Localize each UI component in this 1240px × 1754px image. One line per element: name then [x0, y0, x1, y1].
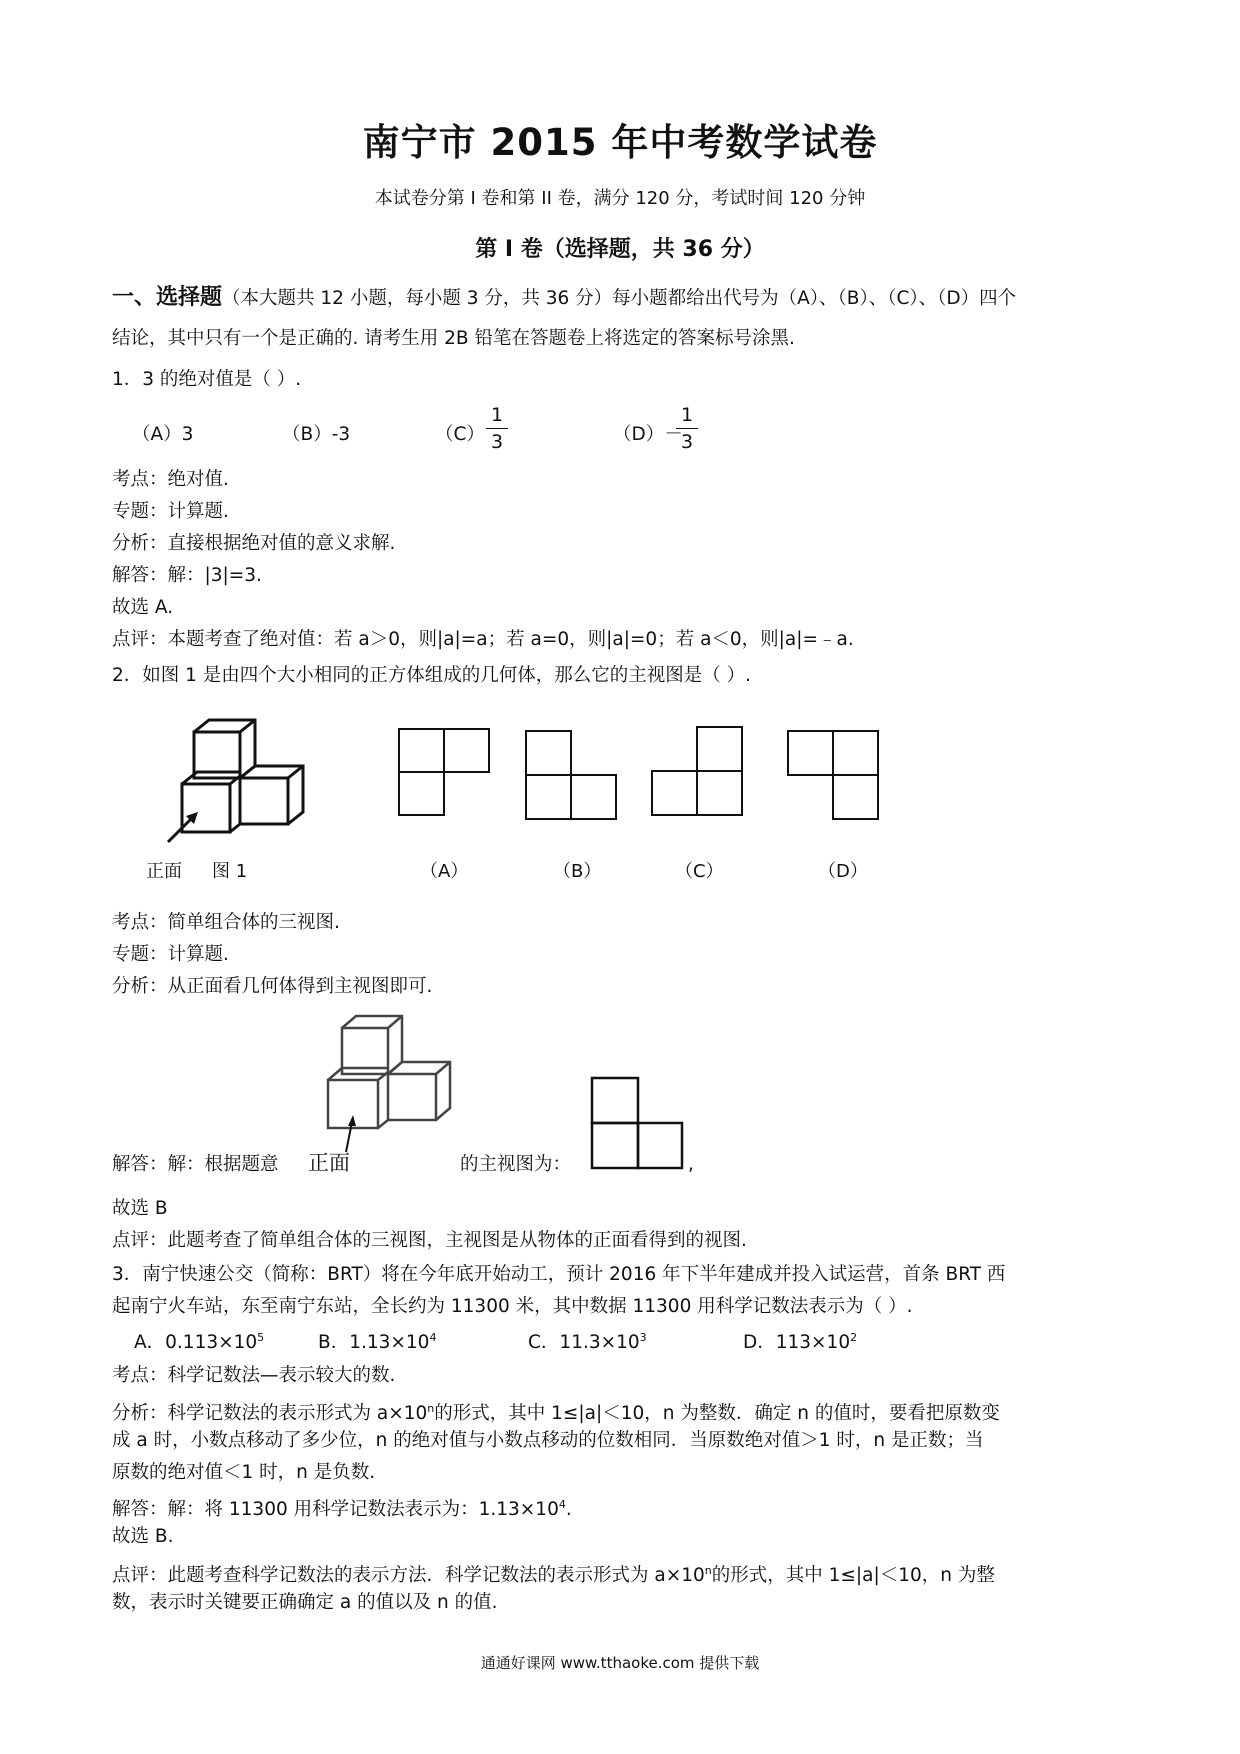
q2-option-c-label: （C）: [675, 861, 724, 882]
q1-option-c-fraction: [486, 404, 508, 453]
q3-fenxi-line-2: 成 a 时，小数点移动了多少位，n 的绝对值与小数点移动的位数相同．当原数绝对值＞1 时，n 是正数；当: [112, 1430, 984, 1451]
q1-fenxi: 分析：直接根据绝对值的意义求解.: [112, 533, 396, 554]
q3-fenxi-text-a: 分析：科学记数法的表示形式为 a×10: [112, 1403, 428, 1425]
q3-option-b-text: B．1.13×10: [318, 1332, 430, 1353]
q2-jieda-text: 的主视图为：: [460, 1154, 572, 1175]
page-title: 南宁市 2015 年中考数学试卷: [362, 121, 878, 164]
q1-kaodian: 考点：绝对值.: [112, 469, 229, 490]
q3-fenxi-exponent: n: [427, 1402, 435, 1415]
q2-option-a-label: （A）: [420, 861, 469, 882]
q2-option-d-label: （D）: [818, 861, 868, 882]
q3-option-d: [743, 1328, 857, 1354]
q2-jieda-prefix: 解答：解：根据题意: [112, 1154, 279, 1175]
q2-guxuan: 故选 B: [112, 1198, 168, 1219]
q3-fenxi-line-1: [112, 1396, 1000, 1427]
fraction-numerator: 1: [490, 404, 504, 426]
q3-dianping-line-1: [112, 1558, 995, 1589]
q3-option-d-text: D．113×10: [743, 1332, 851, 1353]
q1-dianping: 点评：本题考查了绝对值：若 a＞0，则|a|=a；若 a=0，则|a|=0；若 a＜0，则|a|=﹣a.: [112, 629, 854, 650]
exam-subtitle: 本试卷分第 I 卷和第 II 卷，满分 120 分，考试时间 120 分钟: [374, 188, 866, 209]
q3-option-b: [318, 1328, 436, 1354]
q1-option-a: （A）3: [132, 424, 194, 445]
q1-guxuan: 故选 A.: [112, 597, 174, 618]
q3-jieda-text: 解答：解：将 11300 用科学记数法表示为：1.13×10: [112, 1499, 559, 1521]
q3-option-c-exponent: 3: [639, 1330, 647, 1344]
q2-front-label: 正面: [146, 861, 182, 882]
fraction-denominator: 3: [490, 431, 504, 453]
fraction-numerator: 1: [680, 404, 694, 426]
q2-option-a-figure: [398, 728, 490, 818]
q2-jieda-end: ,: [688, 1154, 694, 1175]
q3-fenxi-line-3: 原数的绝对值＜1 时，n 是负数.: [112, 1462, 376, 1483]
q3-stem-line-1: 3．南宁快速公交（简称：BRT）将在今年底开始动工，预计 2016 年下半年建成并投入试运营，首条 BRT 西: [112, 1264, 1006, 1285]
section-intro-line-2: 结论，其中只有一个是正确的. 请考生用 2B 铅笔在答题卷上将选定的答案标号涂黑.: [112, 328, 795, 349]
q3-jieda-end: .: [565, 1499, 572, 1521]
q3-option-a-text: A．0.113×10: [134, 1332, 258, 1353]
q2-option-b-figure: [525, 730, 617, 822]
q2-answer-main-view: [590, 1076, 684, 1170]
q1-option-c: （C）: [435, 424, 485, 445]
q2-answer-figure-cubes: [320, 1012, 470, 1162]
q2-option-c-figure: [651, 726, 743, 818]
q2-dianping: 点评：此题考查了简单组合体的三视图，主视图是从物体的正面看得到的视图.: [112, 1230, 747, 1251]
q1-option-b: （B）-3: [282, 424, 351, 445]
q3-dianping-text-a: 点评：此题考查科学记数法的表示方法．科学记数法的表示形式为 a×10: [112, 1565, 705, 1587]
q2-kaodian: 考点：简单组合体的三视图.: [112, 912, 340, 933]
q2-figure-cubes: [140, 712, 310, 852]
q3-kaodian: 考点：科学记数法—表示较大的数.: [112, 1365, 396, 1386]
q3-option-b-exponent: 4: [429, 1330, 437, 1344]
q3-jieda-exponent: 4: [558, 1498, 566, 1511]
section-intro-line-1: [112, 285, 1016, 312]
fraction-denominator: 3: [680, 431, 694, 453]
q2-option-d-figure: [787, 730, 879, 822]
section-intro-text: （本大题共 12 小题，每小题 3 分，共 36 分）每小题都给出代号为（A）、（B）、（C）、（D）四个: [222, 288, 1017, 309]
q3-option-d-exponent: 2: [850, 1330, 858, 1344]
q3-dianping-exponent: n: [704, 1564, 712, 1577]
q2-jieda-front-label: 正面: [308, 1151, 350, 1175]
q3-jieda: [112, 1492, 572, 1523]
page-footer: 通通好课网 www.tthaoke.com 提供下载: [480, 1654, 760, 1672]
q3-option-a: [134, 1328, 264, 1354]
section-label: 一、选择题: [112, 285, 223, 310]
q3-fenxi-text-b: 的形式，其中 1≤|a|＜10，n 为整数．确定 n 的值时，要看把原数变: [434, 1403, 1000, 1425]
q1-option-d-fraction: [676, 404, 698, 453]
q3-stem-line-2: 起南宁火车站，东至南宁东站，全长约为 11300 米，其中数据 11300 用科学记数法表示为（ ）.: [112, 1296, 913, 1317]
q1-option-d: （D）－: [613, 424, 683, 445]
q2-figure-label: 图 1: [212, 861, 248, 882]
q3-guxuan: 故选 B.: [112, 1526, 174, 1547]
q2-fenxi: 分析：从正面看几何体得到主视图即可.: [112, 976, 433, 997]
q3-option-c: [528, 1328, 647, 1354]
q2-stem: 2．如图 1 是由四个大小相同的正方体组成的几何体，那么它的主视图是（ ）.: [112, 665, 752, 686]
q1-stem: 1．3 的绝对值是（ ）.: [112, 369, 302, 390]
part-heading: 第 I 卷（选择题，共 36 分）: [475, 237, 765, 262]
q3-option-a-exponent: 5: [257, 1330, 265, 1344]
q3-option-c-text: C．11.3×10: [528, 1332, 640, 1353]
q2-option-b-label: （B）: [553, 861, 602, 882]
q1-jieda: 解答：解：|3|=3.: [112, 565, 262, 586]
q1-zhuanti: 专题：计算题.: [112, 501, 229, 522]
q2-zhuanti: 专题：计算题.: [112, 944, 229, 965]
q3-dianping-text-b: 的形式，其中 1≤|a|＜10，n 为整: [711, 1565, 995, 1587]
q3-dianping-line-2: 数，表示时关键要正确确定 a 的值以及 n 的值.: [112, 1592, 498, 1613]
